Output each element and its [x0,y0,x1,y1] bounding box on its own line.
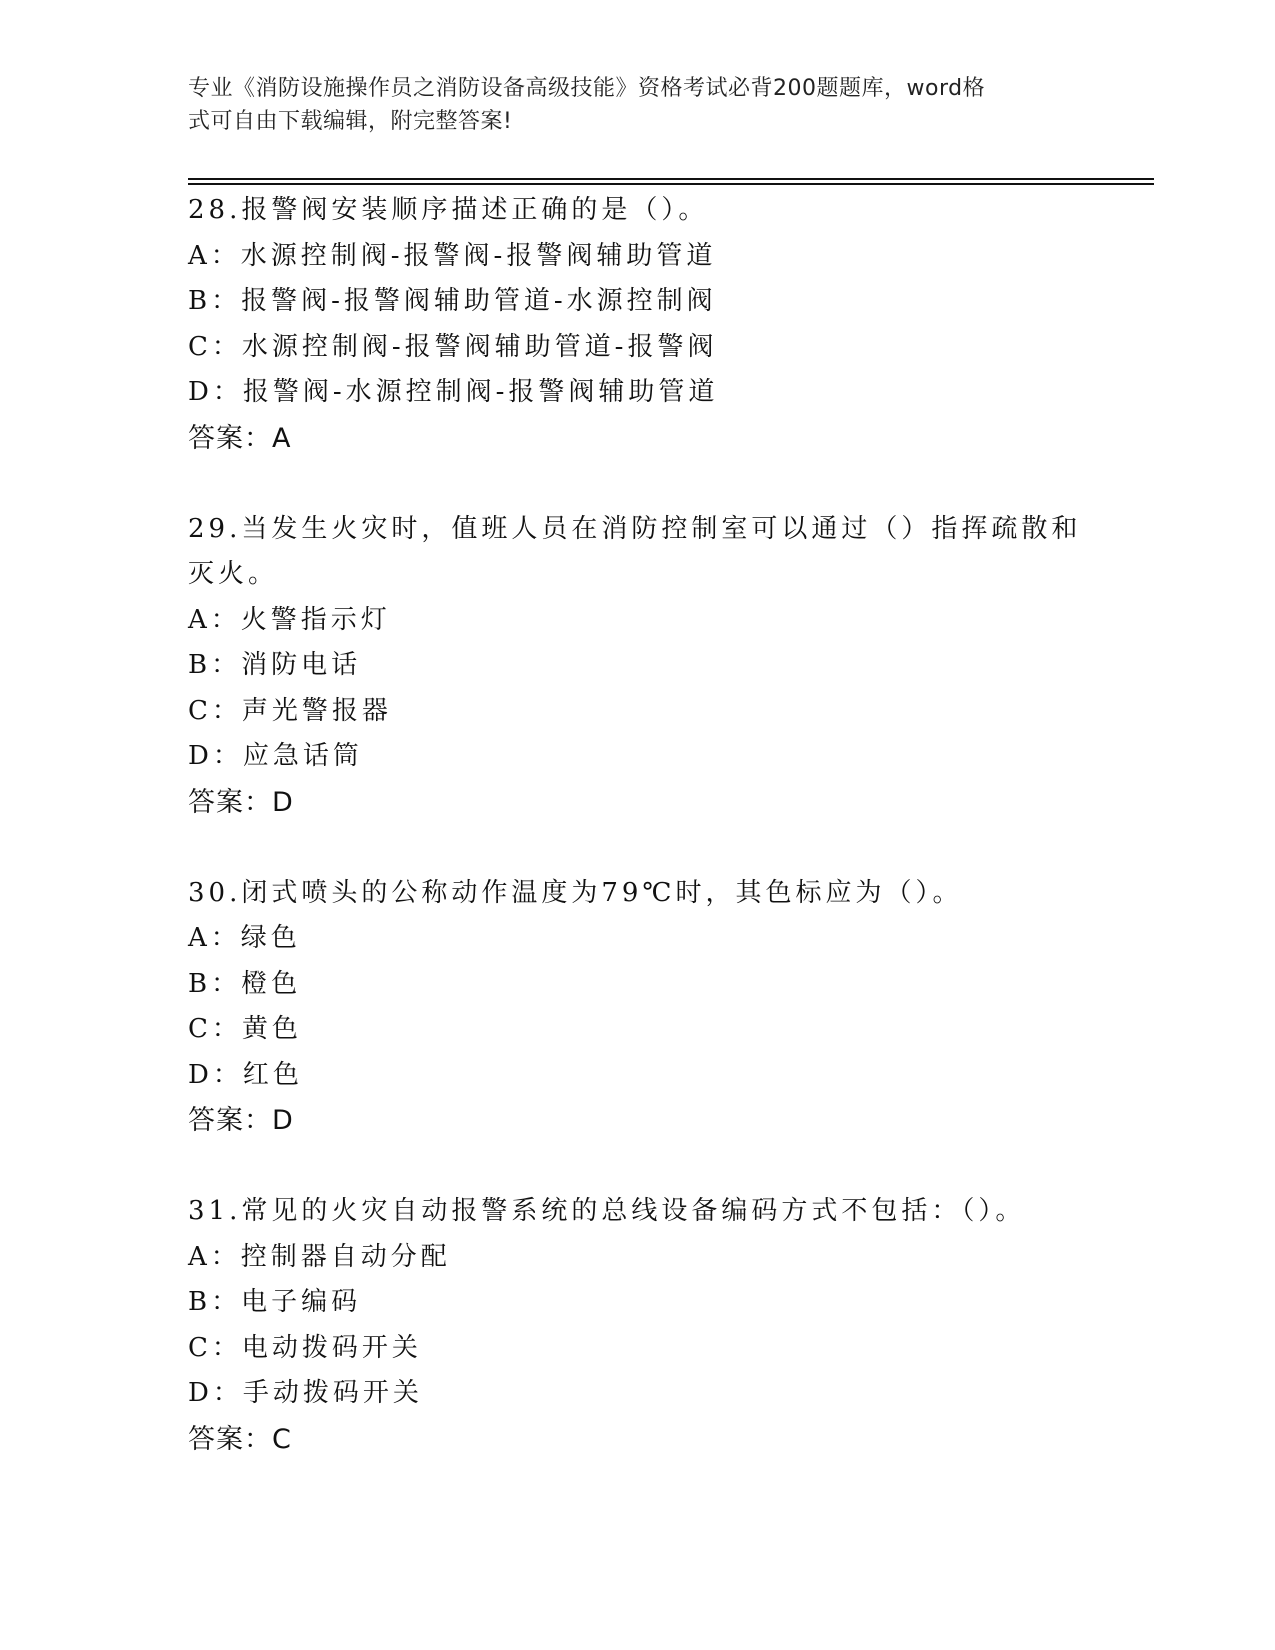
answer-line: 答案：C [188,1423,292,1455]
header-divider-bottom [188,183,1154,185]
question-stem: 31.常见的火灾自动报警系统的总线设备编码方式不包括：（）。 [188,1196,1026,1226]
question-31 [188,1189,1088,1462]
option-d: D：手动拨码开关 [188,1378,423,1408]
option-c: C：水源控制阀-报警阀辅助管道-报警阀 [188,331,718,362]
question-stem: 29.当发生火灾时，值班人员在消防控制室可以通过（）指挥疏散和灭火。 [188,513,1082,589]
option-b: B：电子编码 [188,1287,362,1317]
option-b: B：报警阀-报警阀辅助管道-水源控制阀 [188,286,717,316]
option-a: A：水源控制阀-报警阀-报警阀辅助管道 [188,240,717,271]
answer-line: 答案：D [188,1105,294,1136]
option-c: C：声光警报器 [188,695,392,726]
option-d: D：报警阀-水源控制阀-报警阀辅助管道 [188,377,719,407]
question-30 [188,871,1088,1144]
question-stem: 30.闭式喷头的公称动作温度为79℃时，其色标应为（）。 [188,877,963,908]
question-29 [188,507,1088,826]
question-stem: 28.报警阀安装顺序描述正确的是（）。 [188,195,709,225]
option-c: C：电动拨码开关 [188,1332,422,1363]
question-28 [188,188,1088,461]
option-d: D：红色 [188,1059,303,1090]
question-list [188,188,1088,1462]
option-a: A：火警指示灯 [188,604,391,635]
option-d: D：应急话筒 [188,741,363,771]
header-divider-top [188,178,1154,180]
answer-line: 答案：A [188,422,292,454]
question-spacer [188,825,1088,871]
answer-line: 答案：D [188,786,294,818]
option-a: A：绿色 [188,923,301,953]
option-b: B：消防电话 [188,650,362,680]
option-b: B：橙色 [188,968,302,999]
document-header [188,72,1068,138]
question-spacer [188,1144,1088,1190]
option-c: C：黄色 [188,1014,302,1044]
question-spacer [188,461,1088,507]
header-line-2: 式可自由下载编辑，附完整答案! [188,109,513,134]
option-a: A：控制器自动分配 [188,1241,451,1272]
header-line-1: 专业《消防设施操作员之消防设备高级技能》资格考试必背200题题库，word格 [188,76,986,101]
